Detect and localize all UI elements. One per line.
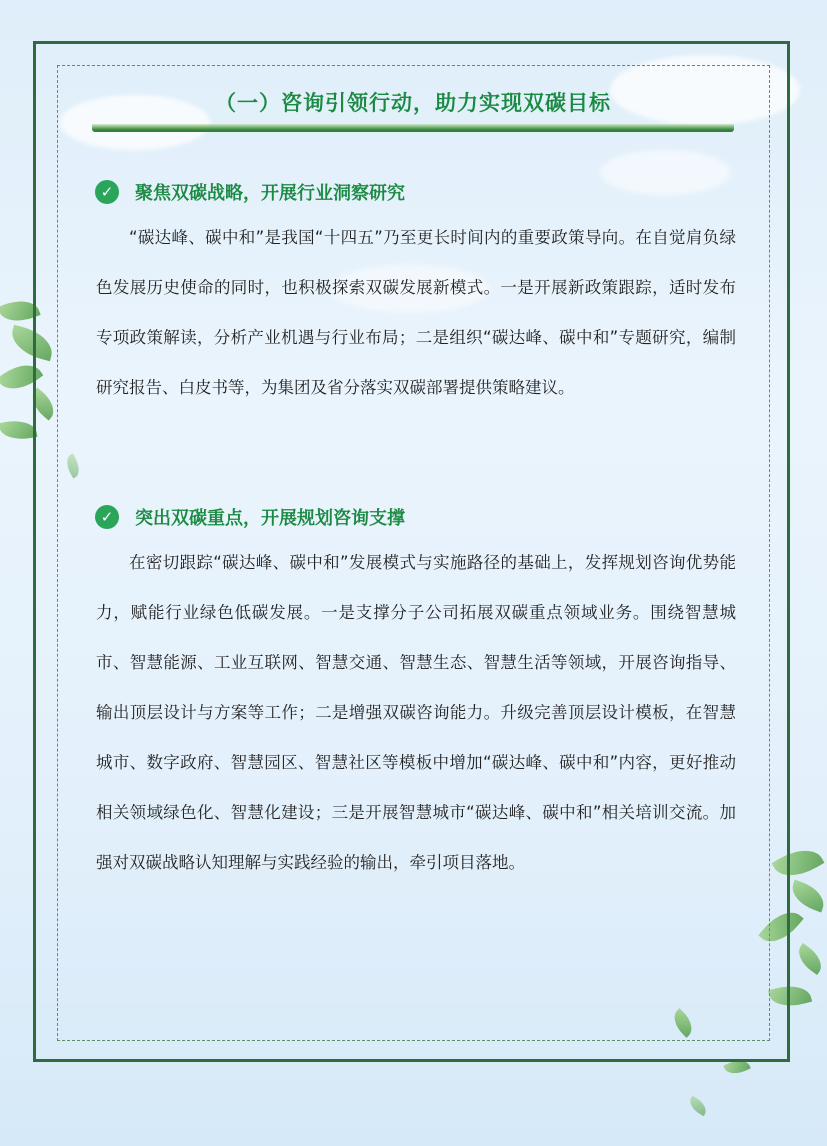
- section-heading: [95, 177, 405, 207]
- title-underline: [92, 124, 734, 132]
- section-paragraph: 在密切跟踪“碳达峰、碳中和”发展模式与实施路径的基础上，发挥规划咨询优势能力，赋能行业绿色低碳发展。一是支撑分子公司拓展双碳重点领域业务。围绕智慧城市、智慧能源、工业互联网、智慧交通、智慧生态、智慧生活等领域，开展咨询指导、输出顶层设计与方案等工作；二是增强双碳咨询能力。升级完善顶层设计模板，在智慧城市、数字政府、智慧园区、智慧社区等模板中增加“碳达峰、碳中和”内容，更好推动相关领域绿色化、智慧化建设；三是开展智慧城市“碳达峰、碳中和”相关培训交流。加强对双碳战略认知理解与实践经验的输出，牵引项目落地。: [96, 553, 736, 872]
- leaf-decoration: [0, 417, 37, 443]
- leaf-decoration: [787, 880, 827, 913]
- section-heading: [95, 502, 405, 532]
- leaf-decoration: [686, 1096, 709, 1116]
- section-heading-text: 聚焦双碳战略，开展行业洞察研究: [135, 183, 405, 204]
- section-paragraph: “碳达峰、碳中和”是我国“十四五”乃至更长时间内的重要政策导向。在自觉肩负绿色发展历史使命的同时，也积极探索双碳发展新模式。一是开展新政策跟踪，适时发布专项政策解读，分析产业机遇与行业布局；二是组织“碳达峰、碳中和”专题研究，编制研究报告、白皮书等，为集团及省分落实双碳部署提供策略建议。: [96, 228, 736, 397]
- check-circle-icon: ✓: [95, 505, 119, 529]
- check-circle-icon: ✓: [95, 180, 119, 204]
- leaf-decoration: [793, 943, 827, 975]
- page-title: （一）咨询引领行动，助力实现双碳目标: [215, 91, 611, 115]
- section-heading-text: 突出双碳重点，开展规划咨询支撑: [135, 508, 405, 529]
